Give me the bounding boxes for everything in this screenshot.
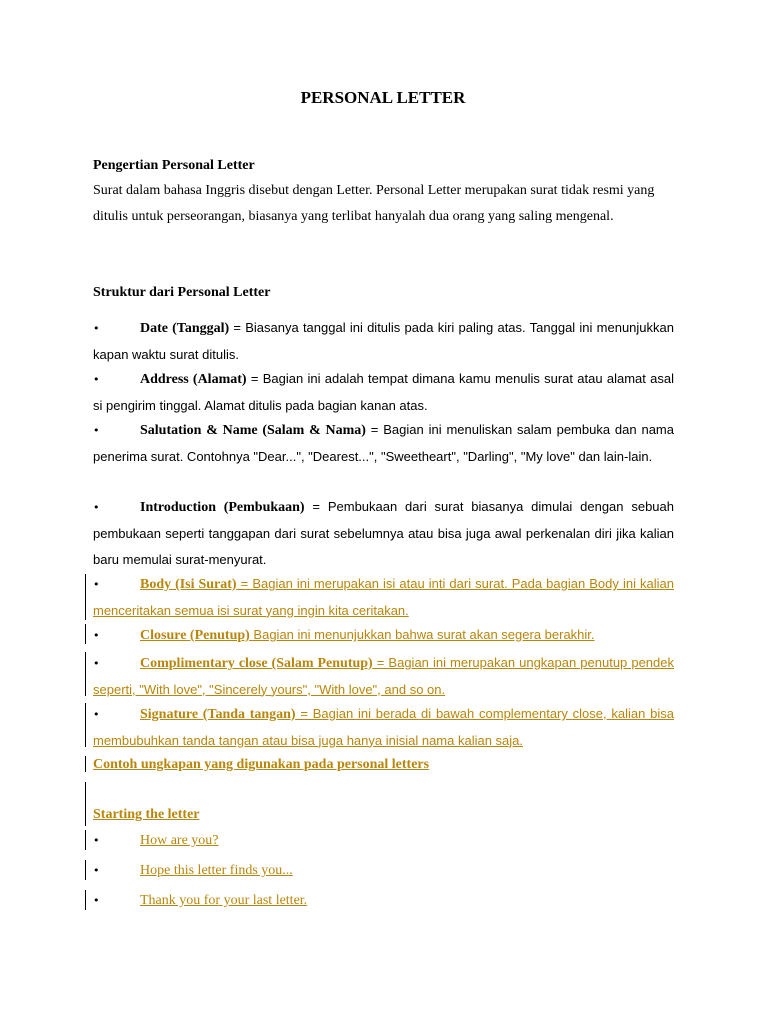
- item-desc: = Bagian ini berada di bawah complementary close, kalian bisa membubuhkan tanda tangan atau bisa juga hanya inisial nama kalian saja.: [93, 706, 674, 748]
- item-desc: = Biasanya tanggal ini ditulis pada kiri paling atas. Tanggal ini menunjukkan kapan waktu surat ditulis.: [93, 320, 674, 362]
- bullet-icon: •: [93, 501, 100, 514]
- list-item-body: [93, 571, 674, 624]
- change-bar: [85, 756, 86, 772]
- change-bar: [85, 830, 86, 850]
- item-term: Date (Tanggal): [140, 321, 230, 336]
- item-term: Closure (Penutup): [140, 628, 250, 643]
- list-item-complimentary-close: [93, 650, 674, 703]
- item-term: Salutation & Name (Salam & Nama): [140, 423, 366, 438]
- change-bar: [85, 703, 86, 747]
- example-text: Thank you for your last letter.: [140, 893, 308, 908]
- item-desc: = Bagian ini adalah tempat dimana kamu menulis surat atau alamat asal si pengirim tinggal. Alamat ditulis pada bagian kanan atas.: [93, 371, 675, 413]
- bullet-icon: •: [93, 322, 100, 335]
- bullet-icon: •: [93, 834, 100, 847]
- change-bar: [85, 782, 86, 826]
- bullet-icon: •: [93, 894, 100, 907]
- change-bar: [85, 860, 86, 880]
- item-term: Address (Alamat): [140, 372, 247, 387]
- item-desc: = Bagian ini merupakan ungkapan penutup pendek seperti, "With love", "Sincerely yours", "With love", and so on.: [93, 655, 674, 697]
- example-text: Hope this letter finds you...: [140, 863, 293, 878]
- list-item-salutation: [93, 417, 674, 470]
- item-desc: = Bagian ini merupakan isi atau inti dari surat. Pada bagian Body ini kalian menceritakan semua isi surat yang ingin kita ceritakan.: [93, 576, 674, 618]
- list-item-date: [93, 315, 674, 368]
- item-term: Signature (Tanda tangan): [140, 707, 296, 722]
- section-heading-structure: Struktur dari Personal Letter: [93, 285, 271, 300]
- list-item-introduction: [93, 494, 674, 574]
- bullet-icon: •: [93, 578, 100, 591]
- page-title: PERSONAL LETTER: [300, 88, 466, 107]
- definition-paragraph: Surat dalam bahasa Inggris disebut dengan Letter. Personal Letter merupakan surat tidak resmi yang ditulis untuk perseorangan, biasanya yang terlibat hanyalah dua orang yang saling mengenal.: [93, 183, 655, 224]
- bullet-icon: •: [93, 708, 100, 721]
- item-term: Introduction (Pembukaan): [140, 500, 305, 515]
- item-term: Body (Isi Surat): [140, 577, 237, 592]
- list-item-example: [93, 858, 674, 884]
- item-desc: Bagian ini menunjukkan bahwa surat akan segera berakhir.: [249, 627, 595, 642]
- bullet-icon: •: [93, 864, 100, 877]
- item-desc: = Pembukaan dari surat biasanya dimulai dengan sebuah pembukaan seperti tanggapan dari surat sebelumnya atau bisa juga awal perkenalan diri jika kalian baru memulai surat-menyurat.: [93, 499, 674, 567]
- subheading-starting-letter: Starting the letter: [93, 807, 200, 822]
- example-text: How are you?: [140, 833, 219, 848]
- list-item-signature: [93, 701, 674, 754]
- bullet-icon: •: [93, 657, 100, 670]
- list-item-example: [93, 888, 674, 914]
- change-bar: [85, 890, 86, 910]
- bullet-icon: •: [93, 629, 100, 642]
- change-bar: [85, 652, 86, 696]
- bullet-icon: •: [93, 424, 100, 437]
- list-item-address: [93, 366, 674, 419]
- item-desc: = Bagian ini menuliskan salam pembuka dan nama penerima surat. Contohnya "Dear...", "Dearest...", "Sweetheart", "Darling", "My love" dan lain-lain.: [93, 422, 674, 464]
- section-heading-examples: Contoh ungkapan yang digunakan pada personal letters: [93, 757, 430, 772]
- list-item-example: [93, 828, 674, 854]
- bullet-icon: •: [93, 373, 100, 386]
- item-term: Complimentary close (Salam Penutup): [140, 656, 373, 671]
- section-heading-definition: Pengertian Personal Letter: [93, 158, 255, 173]
- change-bar: [85, 574, 86, 620]
- change-bar: [85, 624, 86, 644]
- list-item-closure: [93, 622, 674, 649]
